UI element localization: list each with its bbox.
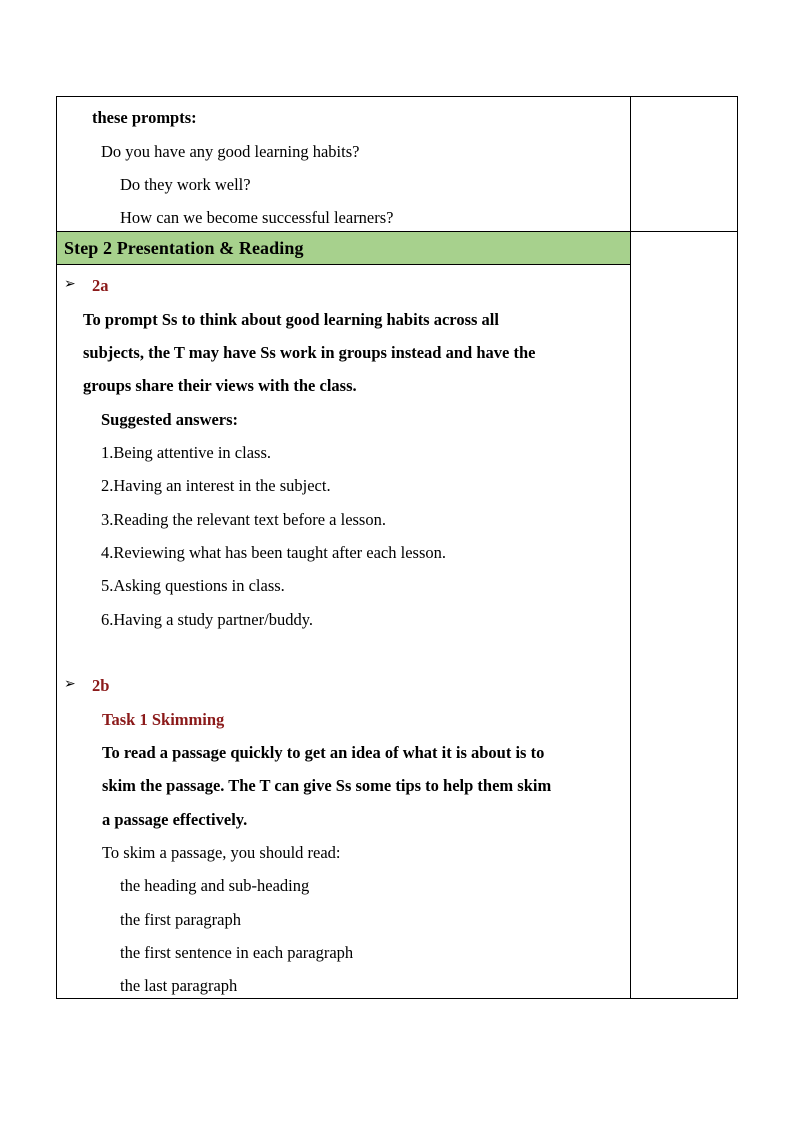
arrow-bullet-icon: ➢: [64, 677, 76, 692]
tip-item: the first paragraph: [120, 910, 241, 929]
step-2-banner: [57, 232, 630, 265]
instruction-line: a passage effectively.: [102, 810, 248, 829]
instruction-line: To read a passage quickly to get an idea of what it is about is to: [102, 743, 545, 762]
instruction-line: skim the passage. The T can give Ss some tips to help them skim: [102, 776, 552, 795]
section-label-2a: 2a: [92, 276, 109, 295]
step-2-title: Step 2 Presentation & Reading: [64, 238, 304, 258]
instruction-line: groups share their views with the class.: [83, 376, 357, 395]
column-divider: [630, 97, 631, 998]
answer-item: 6.Having a study partner/buddy.: [101, 610, 314, 629]
suggested-answers-heading: Suggested answers:: [101, 410, 239, 429]
arrow-bullet-icon: ➢: [64, 277, 76, 292]
prompt-intro: these prompts:: [92, 108, 197, 127]
instruction-line: subjects, the T may have Ss work in groups instead and have the: [83, 343, 536, 362]
instruction-line: To prompt Ss to think about good learning habits across all: [83, 310, 499, 329]
lesson-plan-table: [56, 96, 738, 999]
task-title: Task 1 Skimming: [102, 710, 225, 729]
prompt-question: Do they work well?: [120, 175, 251, 194]
tip-item: the first sentence in each paragraph: [120, 943, 354, 962]
prompt-question: How can we become successful learners?: [120, 208, 394, 227]
tips-intro: To skim a passage, you should read:: [102, 843, 341, 862]
answer-item: 4.Reviewing what has been taught after each lesson.: [101, 543, 447, 562]
answer-item: 3.Reading the relevant text before a lesson.: [101, 510, 386, 529]
answer-item: 1.Being attentive in class.: [101, 443, 272, 462]
tip-item: the heading and sub-heading: [120, 876, 310, 895]
answer-item: 2.Having an interest in the subject.: [101, 476, 331, 495]
prompt-question: Do you have any good learning habits?: [101, 142, 360, 161]
tip-item: the last paragraph: [120, 976, 238, 995]
answer-item: 5.Asking questions in class.: [101, 576, 285, 595]
section-label-2b: 2b: [92, 676, 110, 695]
